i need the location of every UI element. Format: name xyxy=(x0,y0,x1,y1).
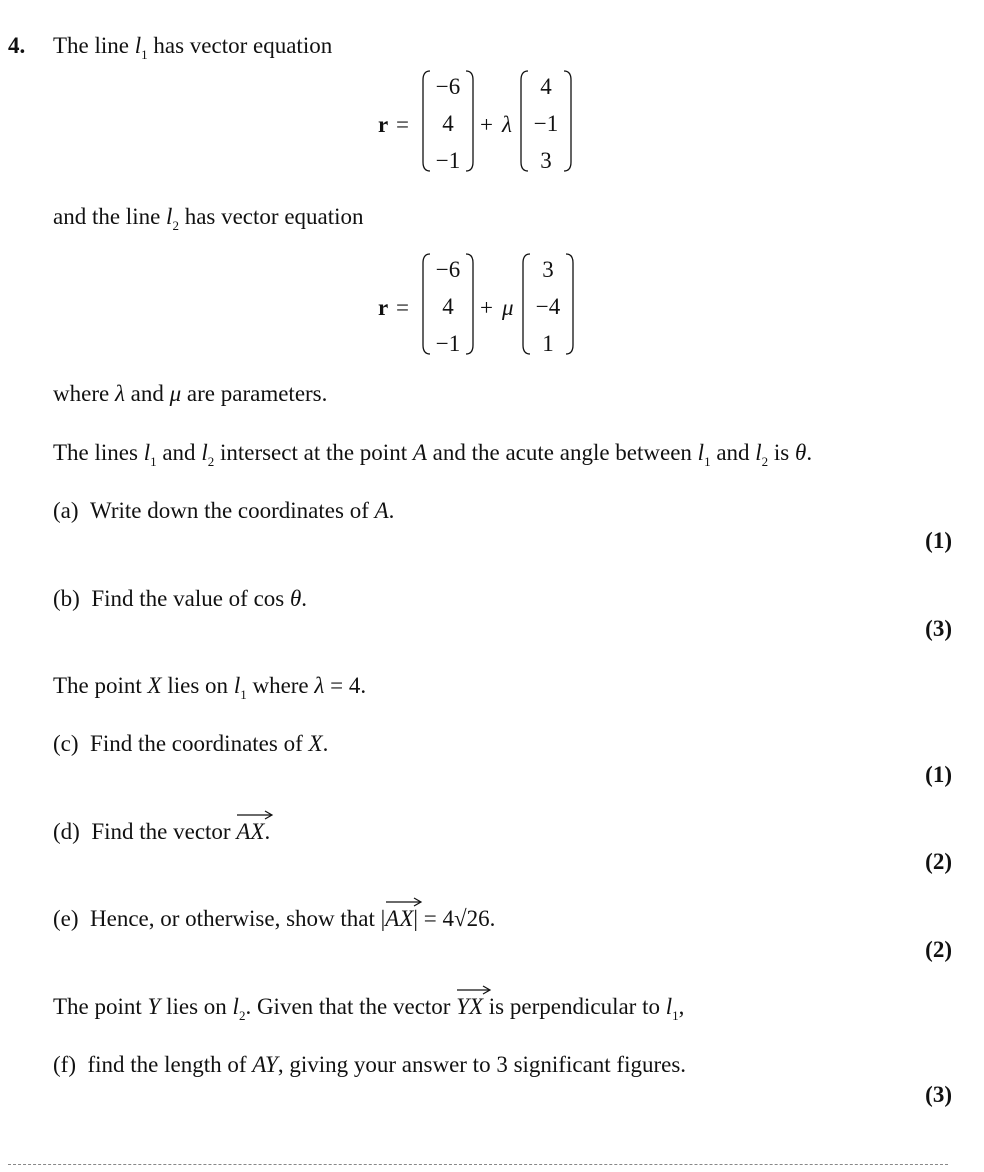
point-y-statement: The point Y lies on $l_2$. Given that the vector YX is perpendicular to $l_1$, xyxy=(53,995,684,1018)
equals-sign: = xyxy=(396,295,409,320)
intersection-statement: The lines $l_1$ and $l_2$ intersect at the point A and the acute angle between $l_1$ and $l_2$ is θ. xyxy=(53,440,813,469)
answer-divider xyxy=(8,1164,948,1165)
vector-component: 4 xyxy=(442,294,454,319)
equals-sign: = xyxy=(396,112,409,137)
marks-a: (1) xyxy=(925,528,952,553)
parameter-mu: μ xyxy=(502,295,514,320)
position-vector-l2 xyxy=(422,251,474,357)
l2-intro: and the line $l_2$ has vector equation xyxy=(53,204,364,233)
plus-sign: + xyxy=(480,112,493,137)
position-vector-l1 xyxy=(422,68,474,174)
vector-component: −4 xyxy=(535,294,561,319)
part-c: (c) Find the coordinates of X. xyxy=(53,731,329,756)
vector-yx: YX xyxy=(456,994,484,1019)
part-b: (b) Find the value of cos θ. xyxy=(53,586,308,611)
marks-b: (3) xyxy=(925,616,952,641)
r-symbol: r xyxy=(378,295,389,320)
marks-d: (2) xyxy=(925,849,952,874)
vector-equation-l2 xyxy=(378,251,578,359)
part-d: (d) Find the vector AX . xyxy=(53,820,270,843)
vector-arrow-icon xyxy=(385,895,423,907)
vector-arrow-icon xyxy=(456,983,492,995)
marks-c: (1) xyxy=(925,762,952,787)
vector-component: 3 xyxy=(542,257,554,282)
question-number: 4. xyxy=(8,33,26,58)
parameters-statement: where λ and μ are parameters. xyxy=(53,381,328,406)
vector-component: 3 xyxy=(540,148,552,173)
vector-component: 4 xyxy=(540,74,552,99)
vector-arrow-icon xyxy=(236,808,274,820)
marks-e: (2) xyxy=(925,937,952,962)
vector-ax: AX xyxy=(236,819,265,844)
part-a: (a) Write down the coordinates of A. xyxy=(53,498,395,523)
point-x-statement: The point X lies on $l_1$ where λ = 4. xyxy=(53,673,367,702)
vector-equation-l1 xyxy=(378,68,578,176)
vector-component: −1 xyxy=(435,331,461,356)
direction-vector-l2 xyxy=(522,251,574,357)
l1-intro: The line $l_1$ has vector equation xyxy=(53,33,333,62)
vector-component: −6 xyxy=(435,74,461,99)
vector-component: 1 xyxy=(542,331,554,356)
vector-ax: AX xyxy=(385,906,414,931)
r-symbol: r xyxy=(378,112,389,137)
parameter-lambda: λ xyxy=(502,112,512,137)
direction-vector-l1 xyxy=(520,68,572,174)
marks-f: (3) xyxy=(925,1082,952,1107)
part-f: (f) find the length of AY, giving your answer to 3 significant figures. xyxy=(53,1052,687,1077)
vector-component: 4 xyxy=(442,111,454,136)
part-e: (e) Hence, or otherwise, show that |AX | = 4√26. xyxy=(53,907,495,930)
vector-component: −1 xyxy=(533,111,559,136)
vector-component: −1 xyxy=(435,148,461,173)
plus-sign: + xyxy=(480,295,493,320)
vector-component: −6 xyxy=(435,257,461,282)
